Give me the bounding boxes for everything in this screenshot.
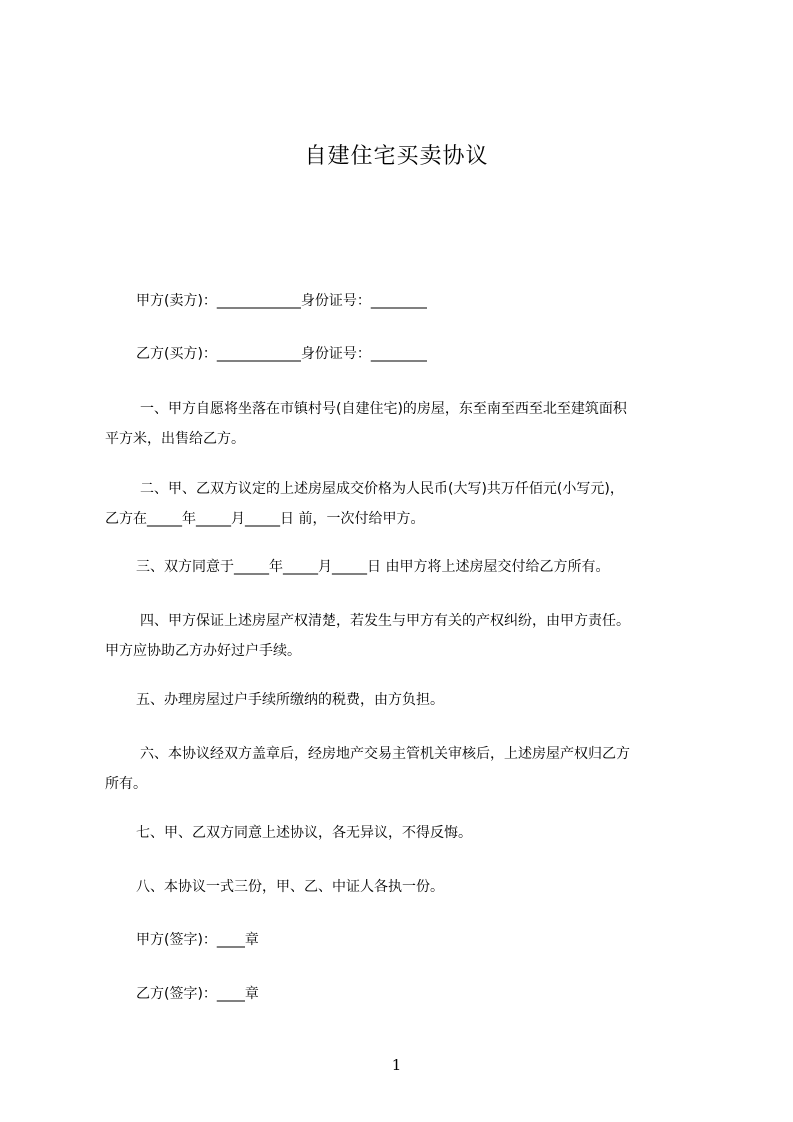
clause-2-line-1: 二、甲、乙双方议定的上述房屋成交价格为人民币(大写)共万仟佰元(小写元)， (140, 481, 624, 497)
party-b-line: 乙方(买方)：____________身份证号：________ (136, 346, 427, 362)
clause-6 (105, 739, 705, 799)
clause-5: 五、办理房屋过户手续所缴纳的税费，由方负担。 (136, 692, 444, 708)
clause-1 (105, 394, 705, 454)
clause-8: 八、本协议一式三份，甲、乙、中证人各执一份。 (136, 879, 444, 895)
clause-4-line-2: 甲方应协助乙方办好过户手续。 (105, 643, 301, 659)
clause-7: 七、甲、乙双方同意上述协议，各无异议，不得反悔。 (136, 825, 472, 841)
clause-3: 三、双方同意于_____年_____月_____日 由甲方将上述房屋交付给乙方所有。 (136, 559, 610, 575)
clause-1-line-2: 平方米，出售给乙方。 (105, 431, 245, 447)
clause-1-line-1: 一、甲方自愿将坐落在市镇村号(自建住宅)的房屋，东至南至西至北至建筑面积 (140, 401, 627, 417)
clause-6-line-1: 六、本协议经双方盖章后，经房地产交易主管机关审核后，上述房屋产权归乙方 (140, 746, 630, 762)
document-title: 自建住宅买卖协议 (304, 144, 489, 169)
clause-6-line-2: 所有。 (105, 776, 147, 792)
clause-4 (105, 606, 705, 666)
signature-party-a: 甲方(签字)：____章 (136, 932, 259, 948)
clause-2 (105, 474, 705, 534)
clause-2-line-2: 乙方在_____年_____月_____日 前，一次付给甲方。 (105, 511, 425, 527)
page-number: 1 (391, 1056, 402, 1074)
clause-4-line-1: 四、甲方保证上述房屋产权清楚，若发生与甲方有关的产权纠纷，由甲方责任。 (140, 613, 630, 629)
party-a-line: 甲方(卖方)：____________身份证号：________ (136, 293, 427, 309)
signature-party-b: 乙方(签字)：____章 (136, 986, 259, 1002)
